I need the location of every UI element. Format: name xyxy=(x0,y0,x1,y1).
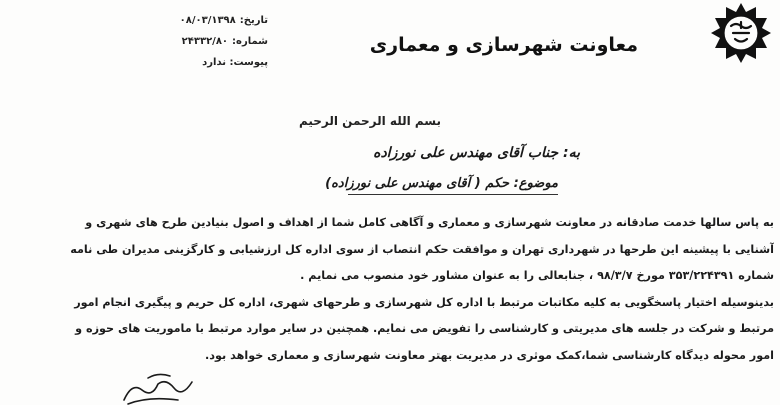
organization-title: معاونت شهرسازی و معماری xyxy=(369,34,638,56)
body-line: شماره ۳۵۳/۲۲۴۳۹۱ مورخ ۹۸/۳/۷ ، جنابعالی را به عنوان مشاور خود منصوب می نمایم . xyxy=(300,269,774,282)
attachment-label: پیوست: ندارد xyxy=(202,57,268,68)
body-line: بدینوسیله اختیار پاسخگویی به کلیه مکاتبات مرتبط با اداره کل شهرسازی و طرحهای شهری، اداره کل حریم و پیگیری انجام امور xyxy=(74,295,774,309)
body-line: به پاس سالها خدمت صادقانه در معاونت شهرسازی و معماری و آگاهی کامل شما از اهداف و اصول بنیادین طرح های شهری و xyxy=(85,216,774,229)
body-line: مرتبط و شرکت در جلسه های مدیریتی و کارشناسی را تفویض می نمایم. همچنین در سایر موارد مرتبط با ماموریت های حوزه و xyxy=(75,322,774,335)
number-label: شماره: xyxy=(232,36,268,47)
body-line: امور محوله دیدگاه کارشناسی شما،کمک موثری در مدیریت بهتر معاونت شهرسازی و معماری خواهد بود. xyxy=(205,348,774,362)
date-label: تاریخ: xyxy=(239,15,268,26)
letter-meta xyxy=(118,10,268,73)
basmala: بسم الله الرحمن الرحیم xyxy=(298,114,442,128)
date-row xyxy=(118,10,268,31)
signature-icon xyxy=(118,370,208,405)
body-line: آشنایی با پیشینه این طرحها در شهرداری تهران و موافقت حکم انتصاب از سوی اداره کل ارزشیابی و کارگزینی مدیران طی نامه xyxy=(70,242,774,256)
attachment-row xyxy=(118,52,268,73)
letter-body xyxy=(12,210,774,369)
subject-line: موضوع: حکم ( آقای مهندس علی نورزاده) xyxy=(325,176,558,191)
number-row xyxy=(118,31,268,52)
municipality-logo-icon xyxy=(710,2,772,64)
subject-underline xyxy=(348,194,558,195)
recipient-line: به: جناب آقای مهندس علی نورزاده xyxy=(373,145,580,161)
number-value: ۲۴۳۳۲/۸۰ xyxy=(181,36,229,47)
date-value: ۰۸/۰۳/۱۳۹۸ xyxy=(179,15,236,26)
